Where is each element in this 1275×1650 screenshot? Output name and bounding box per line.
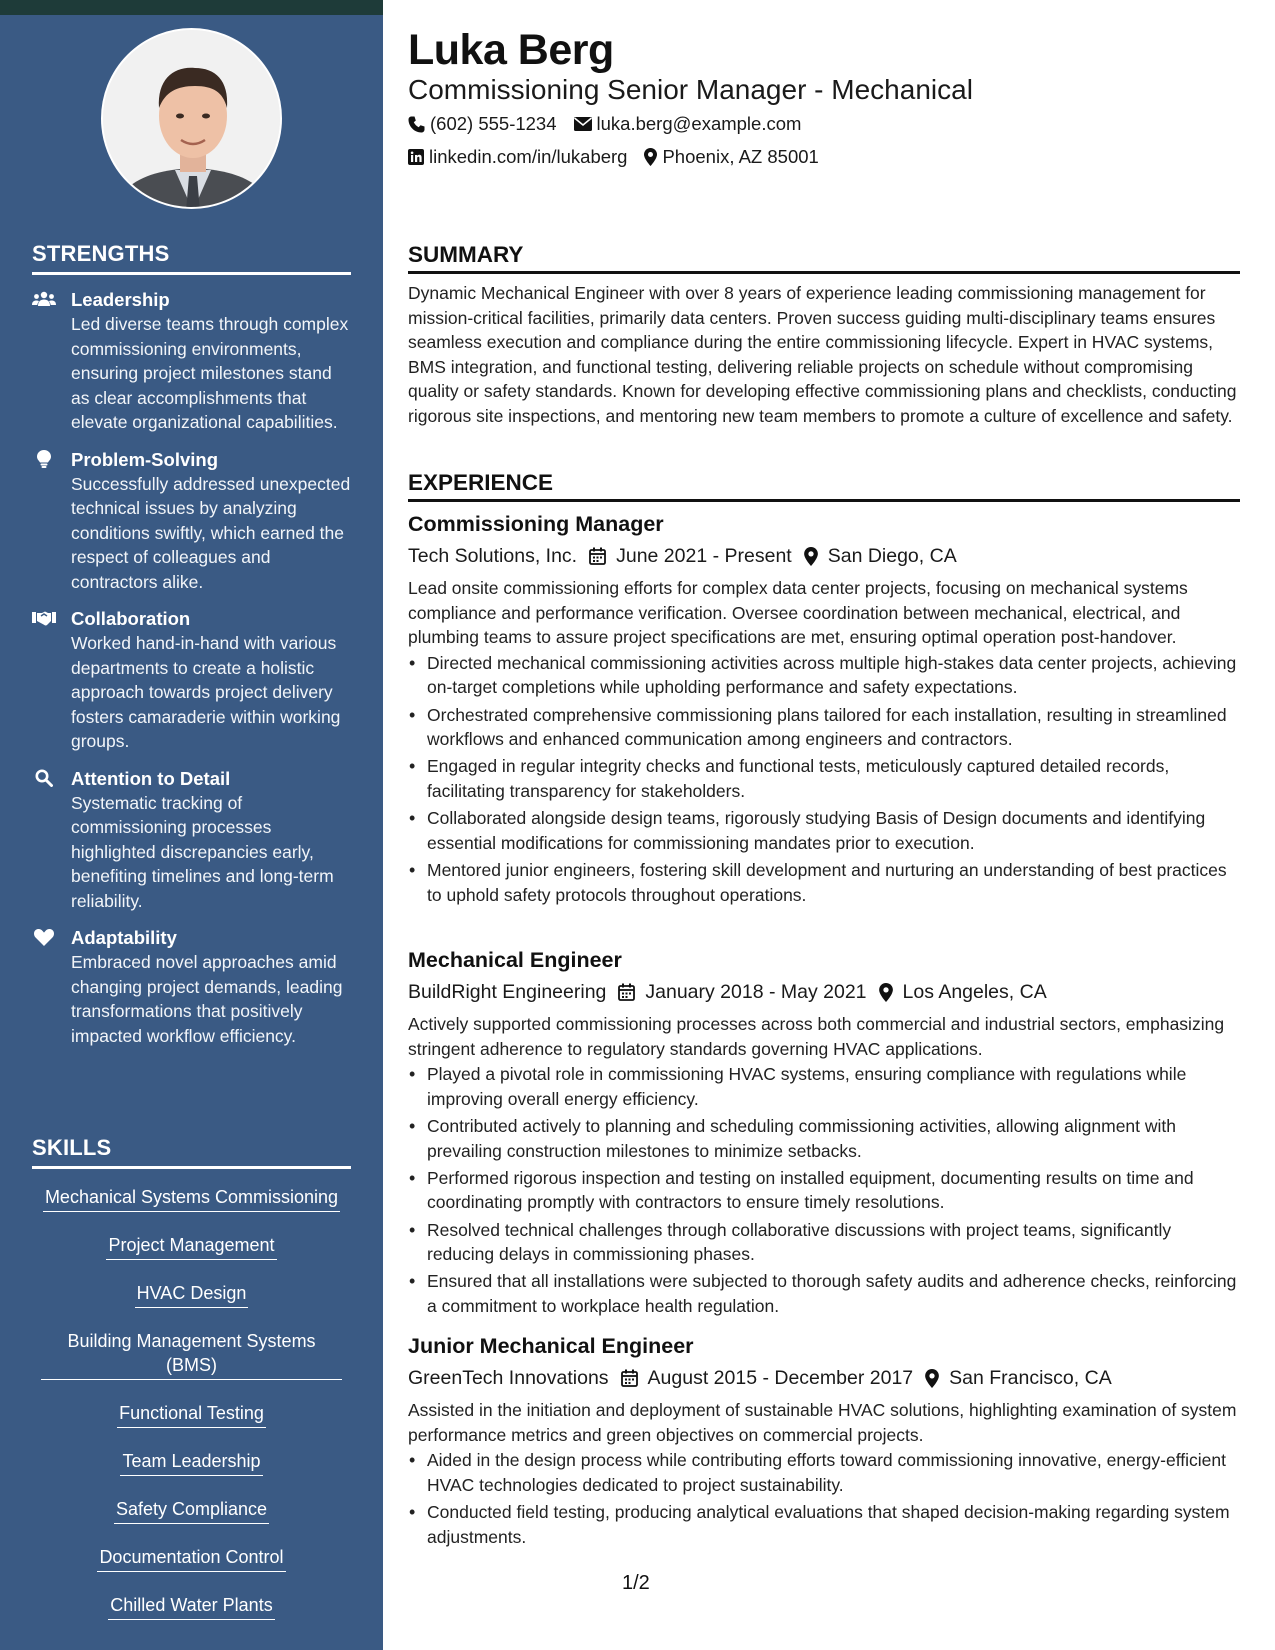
strength-description: Systematic tracking of commissioning processes highlighted discrepancies early, benefiting timelines and long-term reliability.: [71, 792, 334, 911]
map-pin-icon: [925, 1369, 939, 1388]
skill-tag: Building Management Systems (BMS): [41, 1325, 342, 1380]
email-address: luka.berg@example.com: [596, 113, 802, 134]
location-contact: [644, 146, 818, 168]
avatar: [103, 30, 282, 209]
calendar-icon: [589, 547, 606, 565]
job-bullet: • Aided in the design process while contributing efforts toward commissioning innovative, energy-efficient HVAC technologies dedicated to project sustainability.: [408, 1448, 1240, 1497]
sidebar: [0, 0, 383, 1650]
strength-title: Collaboration: [71, 608, 191, 629]
experience-heading: EXPERIENCE: [408, 470, 1240, 502]
calendar-icon: [618, 983, 635, 1001]
strength-title: Leadership: [71, 289, 170, 310]
company-name: Tech Solutions, Inc.: [408, 545, 578, 567]
strength-item: [32, 925, 351, 1048]
strengths-section: [32, 241, 351, 1048]
skill-tag: Mechanical Systems Commissioning: [43, 1181, 340, 1212]
job-description: Actively supported commissioning processes across both commercial and industrial sectors, emphasizing stringent adherence to regulatory standards governing HVAC applications.: [408, 1014, 1225, 1059]
job-bullet: • Collaborated alongside design teams, rigorously studying Basis of Design documents and identifying essential modifications for commissioning mandates prior to execution.: [408, 806, 1240, 855]
strength-description: Worked hand-in-hand with various departments to create a holistic approach towards project delivery fosters camaraderie within working groups.: [71, 633, 341, 751]
strength-title: Attention to Detail: [71, 767, 231, 789]
job-location: Los Angeles, CA: [902, 981, 1047, 1003]
skill-tag: Project Management: [106, 1229, 276, 1260]
job-bullet: • Engaged in regular integrity checks and functional tests, meticulously captured detailed records, facilitating transparency for stakeholders.: [408, 754, 1240, 803]
job-entry: [408, 510, 1240, 910]
company-name: BuildRight Engineering: [408, 981, 607, 1003]
job-bullet: • Contributed actively to planning and scheduling commissioning activities, allowing alignment with prevailing construction milestones to minimize setbacks.: [408, 1114, 1240, 1163]
phone-number: (602) 555-1234: [430, 113, 557, 134]
strength-item: [32, 766, 351, 914]
skills-section: [32, 1135, 351, 1637]
job-bullet: • Conducted field testing, producing analytical evaluations that shaped decision-making regarding system adjustments.: [408, 1500, 1240, 1549]
job-bullet: • Played a pivotal role in commissioning HVAC systems, ensuring compliance with regulations while improving overall energy efficiency.: [408, 1062, 1240, 1111]
job-title: Mechanical Engineer: [408, 948, 622, 972]
linkedin-url: linkedin.com/in/lukaberg: [429, 146, 628, 167]
email-contact[interactable]: [574, 113, 802, 135]
job-meta: [408, 543, 1240, 569]
lightbulb-icon: [32, 450, 56, 468]
strengths-heading: STRENGTHS: [32, 241, 351, 275]
phone-contact[interactable]: [408, 113, 557, 135]
contact-row: [408, 146, 836, 168]
users-icon: [32, 290, 56, 308]
job-title: Junior Mechanical Engineer: [408, 1334, 694, 1358]
linkedin-contact[interactable]: [408, 146, 627, 168]
job-entry: [408, 1332, 1240, 1552]
skills-heading: SKILLS: [32, 1135, 351, 1169]
skill-tag: HVAC Design: [135, 1277, 249, 1308]
strength-item: [32, 606, 351, 754]
skill-list: [32, 1181, 351, 1637]
job-meta: [408, 979, 1240, 1005]
summary-heading: SUMMARY: [408, 242, 1240, 274]
skill-tag: Chilled Water Plants: [108, 1589, 274, 1620]
job-bullet: • Directed mechanical commissioning activities across multiple high-stakes data center projects, achieving on-target completions while upholding performance and safety expectations.: [408, 651, 1240, 700]
strength-description: Embraced novel approaches amid changing project demands, leading transformations that positively impacted workflow efficiency.: [71, 952, 343, 1046]
job-dates: January 2018 - May 2021: [645, 981, 867, 1003]
phone-icon: [408, 116, 425, 133]
job-description: Lead onsite commissioning efforts for complex data center projects, focusing on mechanical systems compliance and performance verification. Oversee coordination between mechanical, electrical, and plumbing teams to assure project specifications are met, ensuring optimal operation post-handover.: [408, 578, 1188, 648]
job-dates: August 2015 - December 2017: [647, 1367, 914, 1389]
job-title: Commissioning Manager: [408, 512, 664, 536]
job-bullets: [408, 1448, 1240, 1549]
profile-photo: [101, 28, 282, 209]
strength-item: [32, 287, 351, 435]
job-bullet: • Mentored junior engineers, fostering skill development and nurturing an understanding of best practices to uphold safety protocols throughout operations.: [408, 858, 1240, 907]
company-name: GreenTech Innovations: [408, 1367, 609, 1389]
job-bullet: • Ensured that all installations were subjected to thorough safety audits and adherence checks, reinforcing a commitment to workplace health regulation.: [408, 1269, 1240, 1318]
job-entry: [408, 946, 1240, 1321]
page-number: 1/2: [622, 1572, 650, 1594]
job-dates: June 2021 - Present: [616, 545, 792, 567]
skill-tag: Safety Compliance: [114, 1493, 269, 1524]
job-location: San Diego, CA: [827, 545, 957, 567]
job-location: San Francisco, CA: [949, 1367, 1112, 1389]
job-bullet: • Orchestrated comprehensive commissioning plans tailored for each installation, resulting in streamlined workflows and enhanced communication among engineers and contractors.: [408, 703, 1240, 752]
job-description: Assisted in the initiation and deployment of sustainable HVAC solutions, highlighting examination of system performance metrics and green objectives on commercial projects.: [408, 1400, 1237, 1445]
job-bullet: • Performed rigorous inspection and testing on installed equipment, documenting results on time and coordinating promptly with contractors to ensure timely resolutions.: [408, 1166, 1240, 1215]
linkedin-icon: [408, 149, 424, 165]
map-pin-icon: [644, 148, 657, 166]
map-pin-icon: [804, 547, 818, 566]
candidate-role: Commissioning Senior Manager - Mechanical: [408, 74, 973, 105]
strength-title: Problem-Solving: [71, 448, 218, 470]
job-bullet: • Resolved technical challenges through collaborative discussions with project teams, significantly reducing delays in commissioning phases.: [408, 1218, 1240, 1267]
strength-description: Successfully addressed unexpected technical issues by analyzing conditions swiftly, which earned the respect of colleagues and contractors alike.: [71, 473, 351, 592]
job-meta: [408, 1365, 1240, 1391]
heart-icon: [32, 928, 56, 946]
skill-tag: Team Leadership: [120, 1445, 262, 1476]
sidebar-top-band: [0, 0, 383, 15]
skill-tag: Functional Testing: [117, 1397, 266, 1428]
search-icon: [32, 769, 56, 787]
location-text: Phoenix, AZ 85001: [662, 146, 819, 167]
strength-description: Led diverse teams through complex commissioning environments, ensuring project milestones stand as clear accomplishments that elevate organizational capabilities.: [71, 314, 349, 432]
skill-tag: Documentation Control: [97, 1541, 285, 1572]
contact-row: [408, 113, 818, 135]
calendar-icon: [621, 1369, 638, 1387]
job-bullets: [408, 651, 1240, 907]
job-bullets: [408, 1062, 1240, 1318]
summary-text: Dynamic Mechanical Engineer with over 8 years of experience leading commissioning management for mission-critical facilities, primarily data centers. Proven success guiding multi-disciplinary teams ensures seamless execution and compliance during the entire commissioning lifecycle. Expert in HVAC systems, BMS integration, and functional testing, delivering reliable projects on schedule without compromising quality or safety standards. Known for developing effective commissioning plans and checklists, conducting rigorous site inspections, and mentoring new team members to promote a culture of excellence and safety.: [408, 283, 1237, 426]
handshake-icon: [32, 609, 56, 627]
strength-title: Adaptability: [71, 927, 177, 948]
strength-item: [32, 447, 351, 595]
candidate-name: Luka Berg: [408, 26, 614, 74]
envelope-icon: [574, 117, 592, 131]
map-pin-icon: [879, 983, 893, 1002]
